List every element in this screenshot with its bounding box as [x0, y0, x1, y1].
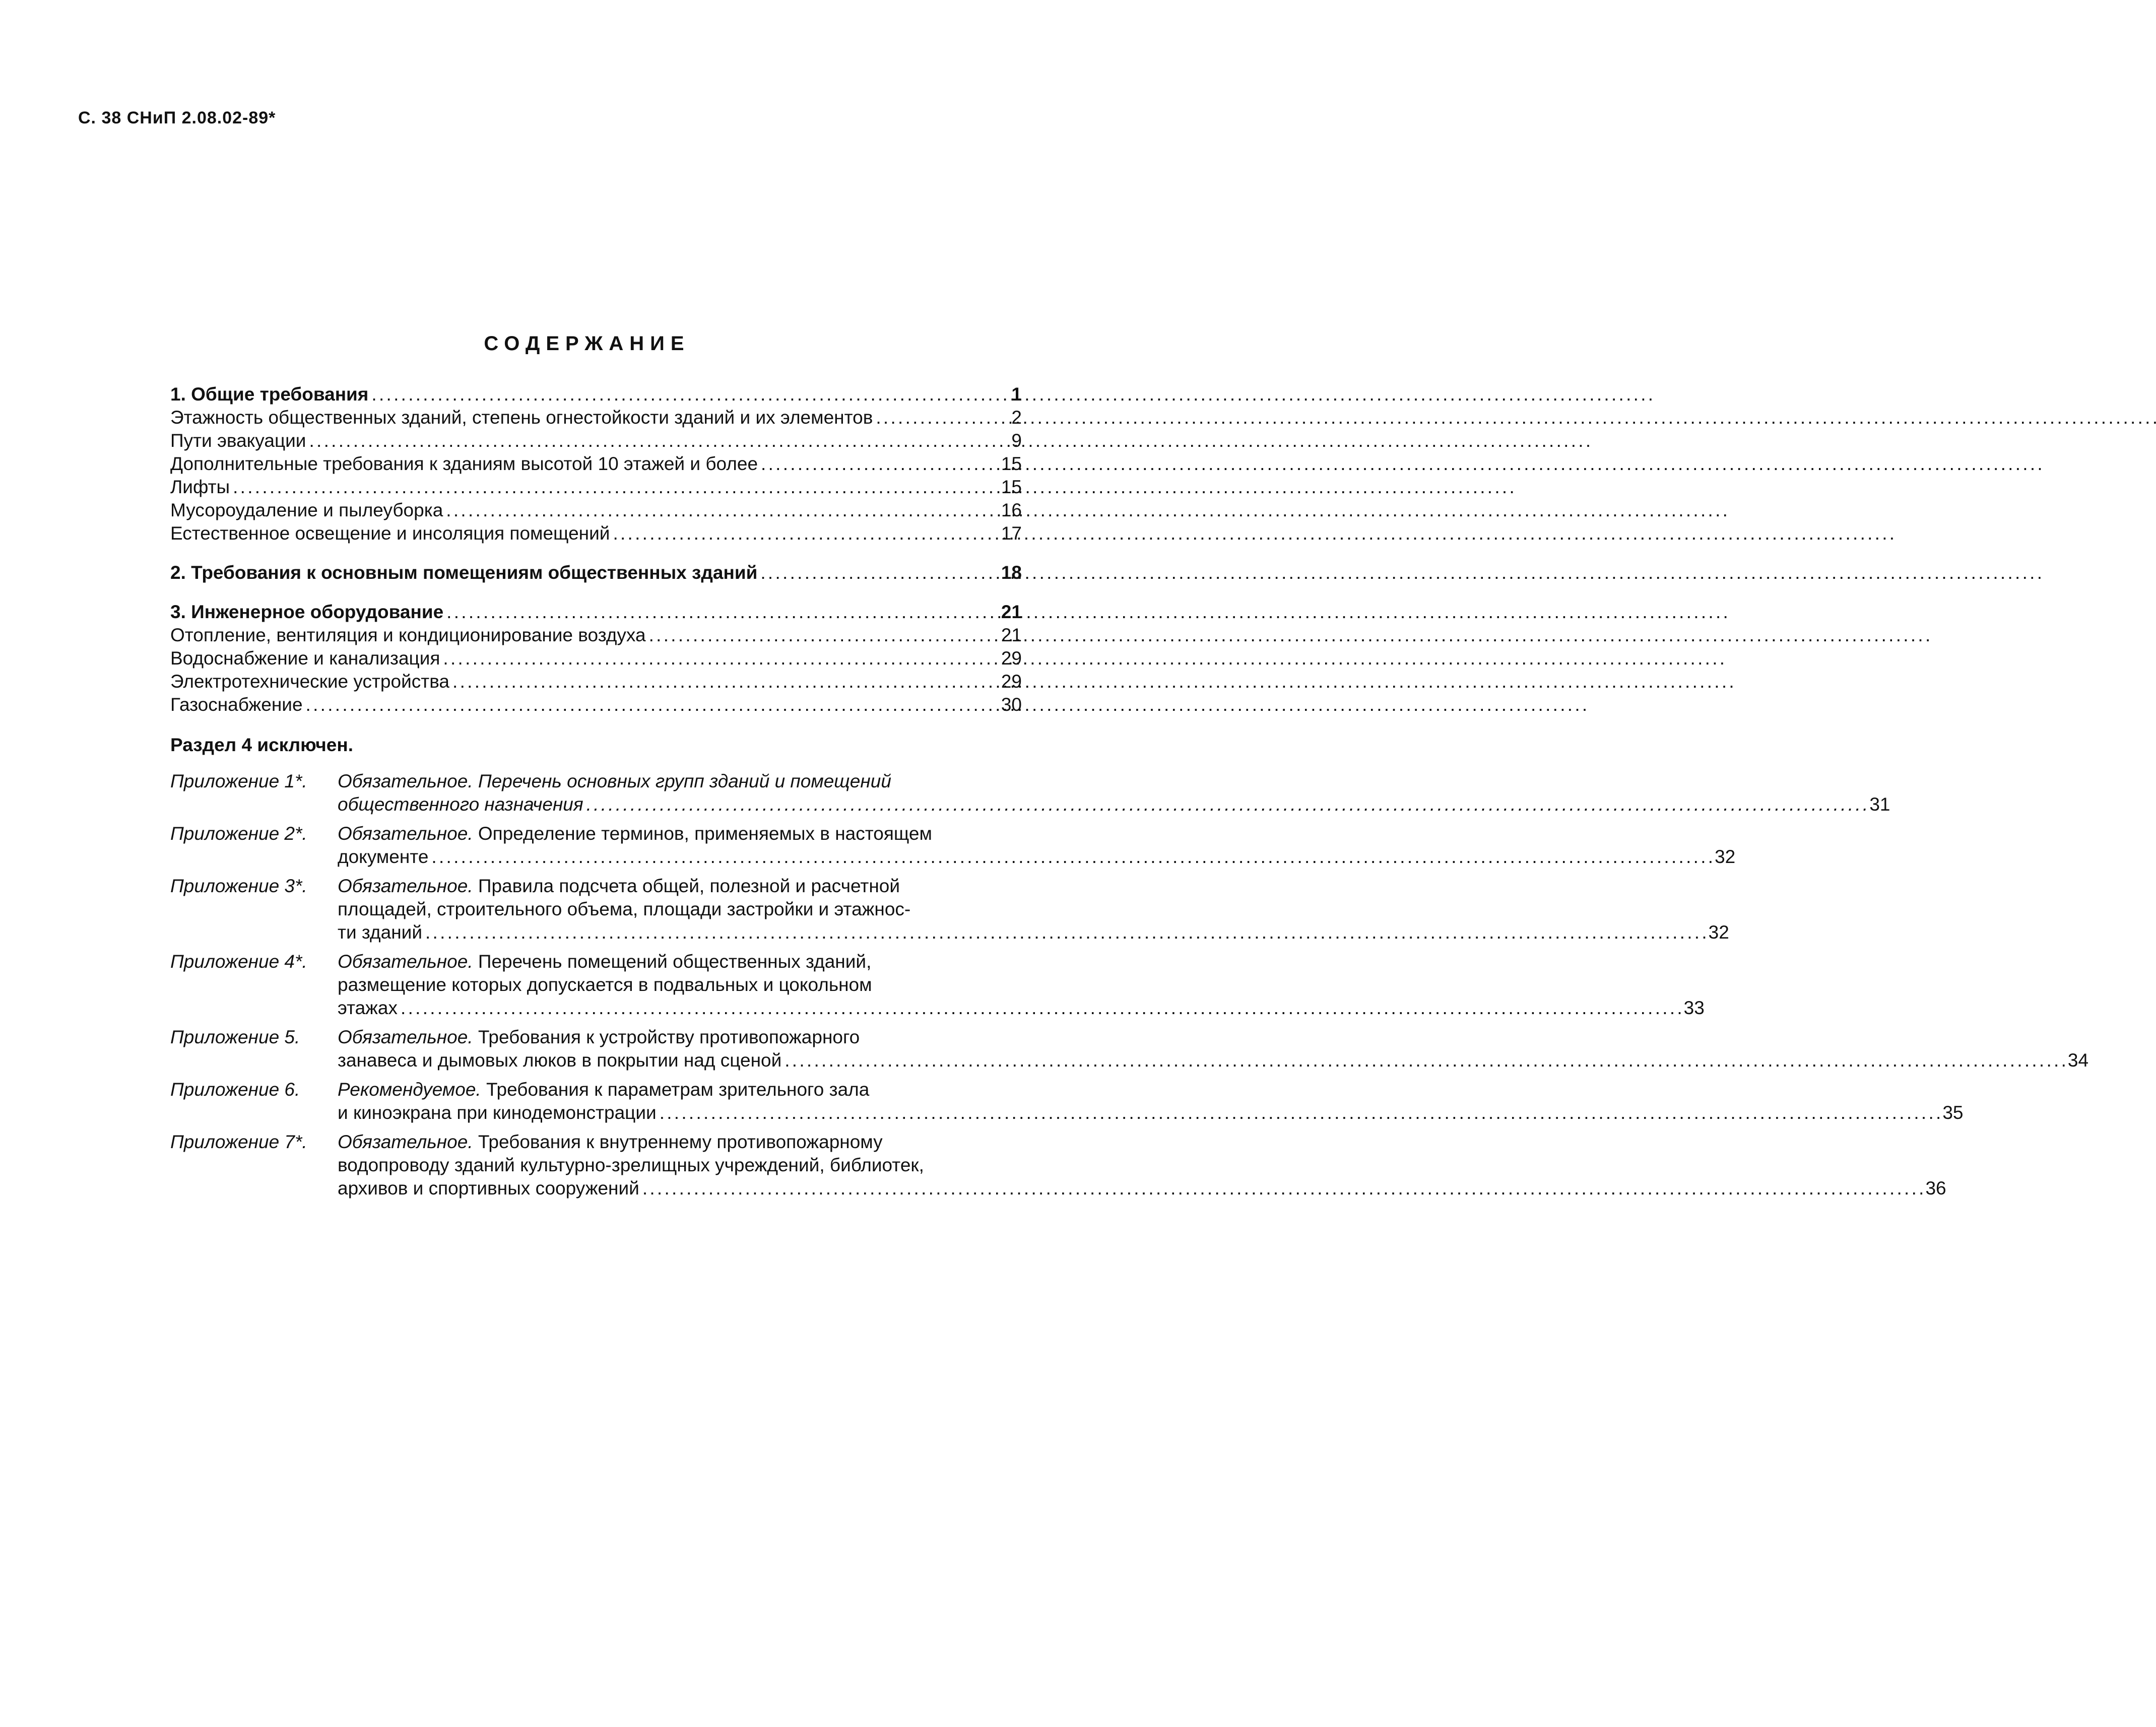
dot-leader: [649, 624, 998, 647]
appendix-label: Приложение 6.: [170, 1079, 300, 1100]
appendix-type: Обязательное.: [338, 1132, 473, 1152]
toc-item-text: Газоснабжение: [170, 694, 303, 715]
toc-page-number: 16: [1001, 500, 1022, 520]
dot-leader: [431, 845, 1712, 869]
toc-page-number: 32: [1708, 922, 1729, 943]
dot-leader: [446, 601, 998, 624]
toc-appendix[interactable]: [170, 822, 1736, 869]
removed-section-note: Раздел 4 исключен.: [170, 735, 353, 755]
appendix-title-line: Требования к устройству противопожарного: [478, 1027, 860, 1047]
toc-section-2[interactable]: [170, 561, 1022, 584]
appendix-label: Приложение 7*.: [170, 1132, 307, 1152]
toc-page-number: 29: [1001, 648, 1022, 669]
dot-leader: [613, 522, 998, 545]
dot-leader: [642, 1177, 1923, 1200]
appendix-title-line: Перечень основных групп зданий и помещений: [478, 771, 891, 791]
appendix-label: Приложение 1*.: [170, 771, 307, 791]
appendix-type: Обязательное.: [338, 876, 473, 896]
appendix-title-line: Перечень помещений общественных зданий,: [478, 951, 872, 972]
appendix-title-line: общественного назначения: [338, 794, 583, 815]
dot-leader: [371, 383, 1008, 406]
appendix-title-line: водопроводу зданий культурно-зрелищных учреждений, библиотек,: [338, 1155, 924, 1175]
toc-page-number: 21: [1001, 602, 1022, 622]
toc-page-number: 30: [1001, 694, 1022, 715]
page-title: СОДЕРЖАНИЕ: [484, 333, 690, 355]
toc-section-title: 1. Общие требования: [170, 384, 369, 405]
appendix-label: Приложение 4*.: [170, 951, 307, 972]
toc-item-text: Отопление, вентиляция и кондиционирование воздуха: [170, 625, 646, 645]
appendix-label: Приложение 5.: [170, 1027, 300, 1047]
toc-appendix[interactable]: [170, 1078, 1964, 1124]
appendix-title-line: Требования к внутреннему противопожарному: [478, 1132, 883, 1152]
page-header: С. 38 СНиП 2.08.02-89*: [78, 108, 276, 127]
toc-appendix[interactable]: [170, 875, 1729, 944]
dot-leader: [401, 997, 1681, 1020]
appendix-title-line: размещение которых допускается в подвальных и цокольном: [338, 974, 872, 995]
toc-page-number: 29: [1001, 671, 1022, 692]
table-of-contents: [170, 383, 2089, 1206]
toc-page-number: 17: [1001, 523, 1022, 544]
appendix-title-line: Требования к параметрам зрительного зала: [486, 1079, 870, 1100]
appendix-title-line: площадей, строительного объема, площади застройки и этажнос-: [338, 899, 911, 919]
dot-leader: [660, 1101, 1940, 1124]
dot-leader: [452, 670, 998, 693]
appendix-type: Обязательное.: [338, 771, 473, 791]
toc-page-number: 32: [1715, 846, 1736, 867]
toc-item-text: Дополнительные требования к зданиям высотой 10 этажей и более: [170, 453, 758, 474]
toc-item-text: Этажность общественных зданий, степень огнестойкости зданий и их элементов: [170, 407, 873, 428]
toc-item-text: Естественное освещение и инсоляция помещений: [170, 523, 610, 544]
toc-item[interactable]: [170, 693, 1022, 716]
appendix-title-line: архивов и спортивных сооружений: [338, 1178, 639, 1199]
toc-item-text: Мусороудаление и пылеуборка: [170, 500, 443, 520]
toc-appendix[interactable]: [170, 1026, 2089, 1072]
toc-page-number: 15: [1001, 477, 1022, 497]
dot-leader: [760, 561, 998, 584]
toc-item[interactable]: [170, 647, 1022, 670]
toc-item[interactable]: [170, 670, 1022, 693]
toc-item-text: Водоснабжение и канализация: [170, 648, 440, 669]
toc-page-number: 15: [1001, 453, 1022, 474]
appendix-label: Приложение 3*.: [170, 876, 307, 896]
appendix-title-line: этажах: [338, 998, 398, 1018]
toc-appendix[interactable]: [170, 1131, 1946, 1200]
toc-page-number: 35: [1942, 1102, 1964, 1123]
appendix-type: Обязательное.: [338, 1027, 473, 1047]
toc-page-number: 36: [1925, 1178, 1946, 1199]
dot-leader: [785, 1049, 2065, 1072]
toc-section-title: 2. Требования к основным помещениям общественных зданий: [170, 562, 758, 583]
toc-item[interactable]: [170, 522, 1022, 545]
appendix-type: Рекомендуемое.: [338, 1079, 481, 1100]
toc-item[interactable]: [170, 406, 1022, 429]
toc-page-number: 1: [1011, 384, 1022, 405]
toc-appendix[interactable]: [170, 950, 1705, 1020]
dot-leader: [761, 452, 998, 476]
toc-page-number: 34: [2067, 1050, 2089, 1071]
dot-leader: [306, 693, 998, 716]
toc-page-number: 31: [1869, 794, 1890, 815]
appendix-title-line: документе: [338, 846, 429, 867]
toc-appendix[interactable]: [170, 770, 1890, 816]
toc-page-number: 2: [1011, 407, 1022, 428]
appendix-title-line: занавеса и дымовых люков в покрытии над сценой: [338, 1050, 782, 1071]
toc-section-1[interactable]: [170, 383, 1022, 406]
toc-item[interactable]: [170, 476, 1022, 499]
toc-item-text: Лифты: [170, 477, 230, 497]
toc-item[interactable]: [170, 624, 1022, 647]
toc-page-number: 18: [1001, 562, 1022, 583]
dot-leader: [233, 476, 998, 499]
appendix-title-line: ти зданий: [338, 922, 422, 943]
toc-item-text: Пути эвакуации: [170, 430, 306, 451]
dot-leader: [876, 406, 1008, 429]
dot-leader: [443, 647, 998, 670]
dot-leader: [586, 793, 1867, 816]
appendix-type: Обязательное.: [338, 823, 473, 844]
toc-page-number: 9: [1011, 430, 1022, 451]
toc-section-3[interactable]: [170, 601, 1022, 624]
appendix-title-line: и киноэкрана при кинодемонстрации: [338, 1102, 657, 1123]
toc-page-number: 33: [1683, 998, 1705, 1018]
dot-leader: [446, 499, 998, 522]
toc-item[interactable]: [170, 429, 1022, 452]
appendix-title-line: Правила подсчета общей, полезной и расчетной: [478, 876, 900, 896]
toc-item[interactable]: [170, 452, 1022, 476]
dot-leader: [425, 921, 1706, 944]
appendix-type: Обязательное.: [338, 951, 473, 972]
dot-leader: [309, 429, 1008, 452]
toc-item[interactable]: [170, 499, 1022, 522]
toc-section-title: 3. Инженерное оборудование: [170, 602, 444, 622]
toc-item-text: Электротехнические устройства: [170, 671, 450, 692]
appendix-label: Приложение 2*.: [170, 823, 307, 844]
appendix-title-line: Определение терминов, применяемых в настоящем: [478, 823, 932, 844]
toc-page-number: 21: [1001, 625, 1022, 645]
